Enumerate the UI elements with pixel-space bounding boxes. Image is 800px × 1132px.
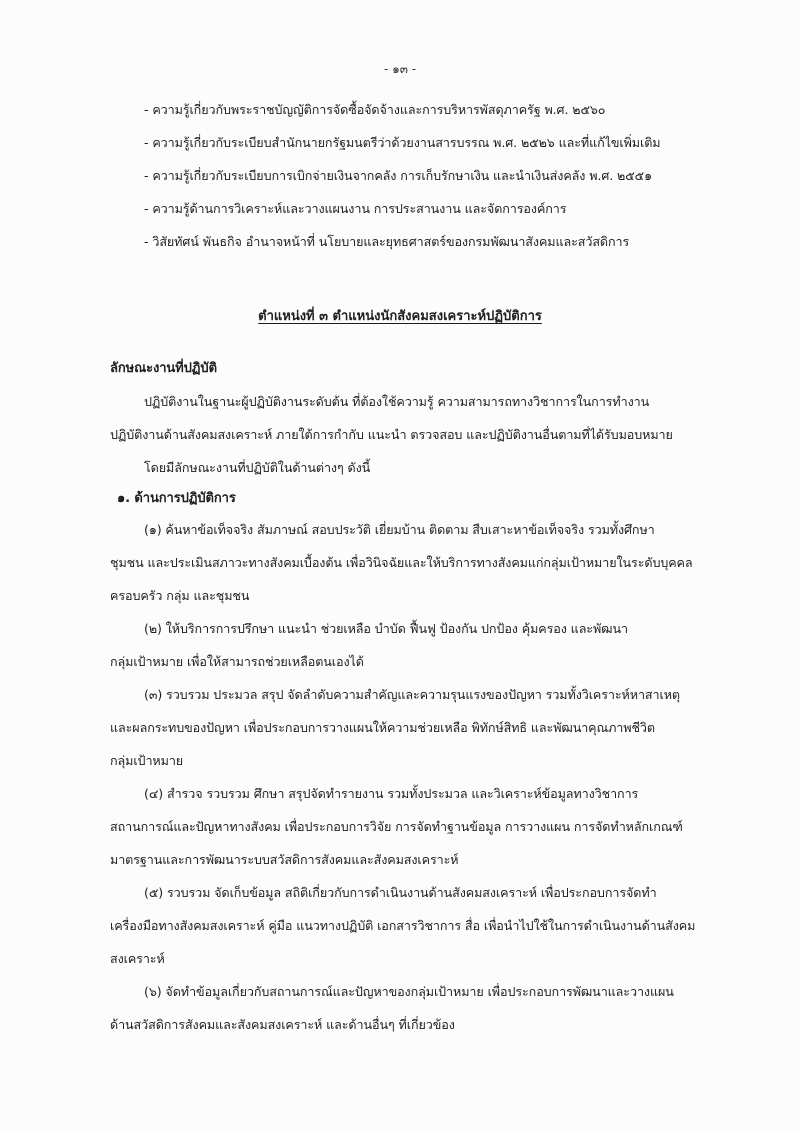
knowledge-item: - วิสัยทัศน์ พันธกิจ อำนาจหน้าที่ นโยบายและยุทธศาสตร์ของกรมพัฒนาสังคมและสวัสดิการ — [144, 234, 630, 249]
knowledge-item: - ความรู้ด้านการวิเคราะห์และวางแผนงาน การประสานงาน และจัดการองค์การ — [144, 201, 567, 216]
page-number: - ๑๓ - — [383, 62, 417, 76]
section-title: ตำแหน่งที่ ๓ ตำแหน่งนักสังคมสงเคราะห์ปฏิบัติการ — [258, 309, 542, 324]
duty-item: (๑) ค้นหาข้อเท็จจริง สัมภาษณ์ สอบประวัติ เยี่ยมบ้าน ติดตาม สืบเสาะหาข้อเท็จจริง รวมทั้งศึกษา — [144, 522, 655, 537]
duty-item: (๕) รวบรวม จัดเก็บข้อมูล สถิติเกี่ยวกับการดำเนินงานด้านสังคมสงเคราะห์ เพื่อประกอบการจัดทำ — [144, 885, 657, 900]
knowledge-item: - ความรู้เกี่ยวกับระเบียบการเบิกจ่ายเงินจากคลัง การเก็บรักษาเงิน และนำเงินส่งคลัง พ.ศ. ๒๕๕๑ — [144, 168, 652, 183]
duty-item: สถานการณ์และปัญหาทางสังคม เพื่อประกอบการวิจัย การจัดทำฐานข้อมูล การวางแผน การจัดทำหลักเกณฑ์ — [110, 819, 683, 834]
duty-item: เครื่องมือทางสังคมสงเคราะห์ คู่มือ แนวทางปฏิบัติ เอกสารวิชาการ สื่อ เพื่อนำไปใช้ในการดำเนินงานด้านสังคม — [110, 918, 696, 933]
duty-item: (๓) รวบรวม ประมวล สรุป จัดลำดับความสำคัญและความรุนแรงของปัญหา รวมทั้งวิเคราะห์หาสาเหตุ — [144, 687, 680, 702]
knowledge-item: - ความรู้เกี่ยวกับพระราชบัญญัติการจัดซื้อจัดจ้างและการบริหารพัสดุภาครัฐ พ.ศ. ๒๕๖๐ — [144, 102, 606, 117]
job-nature-heading: ลักษณะงานที่ปฏิบัติ — [110, 361, 217, 376]
job-nature-intro: ปฏิบัติงานในฐานะผู้ปฏิบัติงานระดับต้น ที่ต้องใช้ความรู้ ความสามารถทางวิชาการในการทำงาน — [144, 394, 650, 409]
duty-item: และผลกระทบของปัญหา เพื่อประกอบการวางแผนให้ความช่วยเหลือ พิทักษ์สิทธิ และพัฒนาคุณภาพชีวิต — [110, 720, 655, 735]
operations-subheading: ๑. ด้านการปฏิบัติการ — [117, 491, 236, 506]
knowledge-item: - ความรู้เกี่ยวกับระเบียบสำนักนายกรัฐมนตรีว่าด้วยงานสารบรรณ พ.ศ. ๒๕๒๖ และที่แก้ไขเพิ่มเติม — [144, 135, 661, 150]
duty-item: ชุมชน และประเมินสภาวะทางสังคมเบื้องต้น เพื่อวินิจฉัยและให้บริการทางสังคมแก่กลุ่มเป้าหมายในระดับบุคคล — [110, 555, 693, 570]
job-nature-intro: โดยมีลักษณะงานที่ปฏิบัติในด้านต่างๆ ดังนี้ — [144, 460, 371, 475]
duty-item: (๖) จัดทำข้อมูลเกี่ยวกับสถานการณ์และปัญหาของกลุ่มเป้าหมาย เพื่อประกอบการพัฒนาและวางแผน — [144, 984, 674, 999]
duty-item: สงเคราะห์ — [110, 951, 165, 966]
duty-item: (๔) สำรวจ รวบรวม ศึกษา สรุปจัดทำรายงาน รวมทั้งประมวล และวิเคราะห์ข้อมูลทางวิชาการ — [144, 786, 639, 801]
duty-item: กลุ่มเป้าหมาย — [110, 753, 184, 768]
job-nature-intro: ปฏิบัติงานด้านสังคมสงเคราะห์ ภายใต้การกำกับ แนะนำ ตรวจสอบ และปฏิบัติงานอื่นตามที่ได้รับมอบหมาย — [110, 427, 673, 442]
duty-item: ด้านสวัสดิการสังคมและสังคมสงเคราะห์ และด้านอื่นๆ ที่เกี่ยวข้อง — [110, 1017, 455, 1032]
duty-item: (๒) ให้บริการการปรึกษา แนะนำ ช่วยเหลือ บำบัด ฟื้นฟู ป้องกัน ปกป้อง คุ้มครอง และพัฒนา — [144, 621, 628, 636]
duty-item: ครอบครัว กลุ่ม และชุมชน — [110, 588, 250, 603]
duty-item: กลุ่มเป้าหมาย เพื่อให้สามารถช่วยเหลือตนเองได้ — [110, 654, 364, 669]
duty-item: มาตรฐานและการพัฒนาระบบสวัสดิการสังคมและสังคมสงเคราะห์ — [110, 852, 459, 867]
